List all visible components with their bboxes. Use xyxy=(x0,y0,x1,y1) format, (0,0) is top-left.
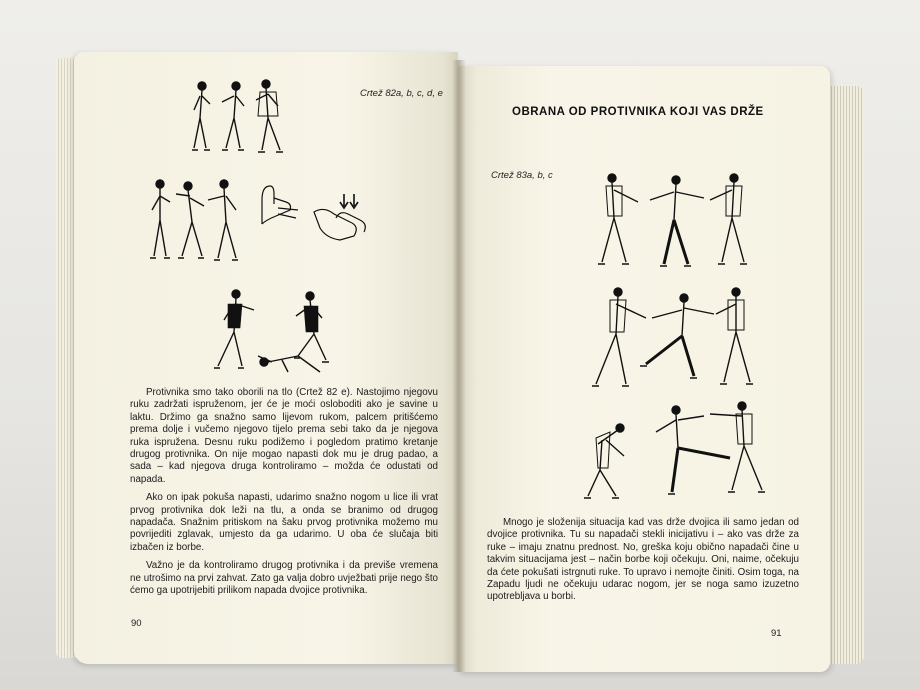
paragraph: Ako on ipak pokuša napasti, udarimo snažno nogom u lice ili vrat prvog protivnika dok leži na tlu, a onda se branimo od drugog napadača. Snažnim pritiskom na šaku prvog protivnika možemo mu povrijediti zglavak, umjesto da ga udarimo. U oba će slučaja biti izbačen iz borbe. xyxy=(130,492,438,553)
illustration-82b xyxy=(146,176,246,266)
page-number-left: 90 xyxy=(131,618,142,629)
page-number-right: 91 xyxy=(771,628,782,639)
left-page-text xyxy=(130,387,438,604)
book-gutter xyxy=(452,60,466,672)
illustration-82c-hand xyxy=(256,180,302,228)
illustration-82a xyxy=(186,76,296,162)
illustration-82e xyxy=(202,286,334,380)
paragraph: Važno je da kontroliramo drugog protivnika i da previše vremena ne utrošimo na prvi zahvat. Zato ga valja dobro uvježbati prije nego što ćemo ga upotrijebiti prilikom napada dvojice protivnika. xyxy=(130,560,438,597)
illustration-83c xyxy=(580,400,780,500)
illustration-83b xyxy=(586,284,772,390)
right-page-edges xyxy=(826,86,864,664)
chapter-heading: OBRANA OD PROTIVNIKA KOJI VAS DRŽE xyxy=(512,106,764,118)
paragraph: Mnogo je složenija situacija kad vas drže dvojica ili samo jedan od dvojice protivnika. Tu su napadači stekli inicijativu i – ako vas drže za ruke – imaju znatnu prednost. No, greška koju obično napadači čine u takvim situacijama jest – način borbe koji očekuju. Oni, naime, očekuju da ćete pokušati istrgnuti ruke. To upravo i nemojte činiti. Osim toga, na Zapadu ljudi ne očekuju udarac nogom, jer se noga samo izuzetno upotrebljava u borbi. xyxy=(487,517,799,603)
figure-caption-82: Crtež 82a, b, c, d, e xyxy=(360,88,443,99)
illustration-82d-hands xyxy=(310,192,374,248)
illustration-83a xyxy=(594,170,754,270)
paragraph: Protivnika smo tako oborili na tlo (Crtež 82 e). Nastojimo njegovu ruku zadržati ispruženom, jer će je moći osloboditi ako je savine u laktu. Držimo ga snažno samo lijevom rukom, palcem pritišćemo prema dolje i vučemo njegovo tijelo prema sebi tako da je njegova ruka ispružena. Desnu ruku podižemo i pogledom pratimo kretanje drugog protivnika. On nije mogao napasti dok mu je drug padao, a sada – kad njegova druga kontroliramo – možda će odustati od napada. xyxy=(130,387,438,485)
right-page-text xyxy=(487,517,799,610)
figure-caption-83: Crtež 83a, b, c xyxy=(491,170,553,181)
